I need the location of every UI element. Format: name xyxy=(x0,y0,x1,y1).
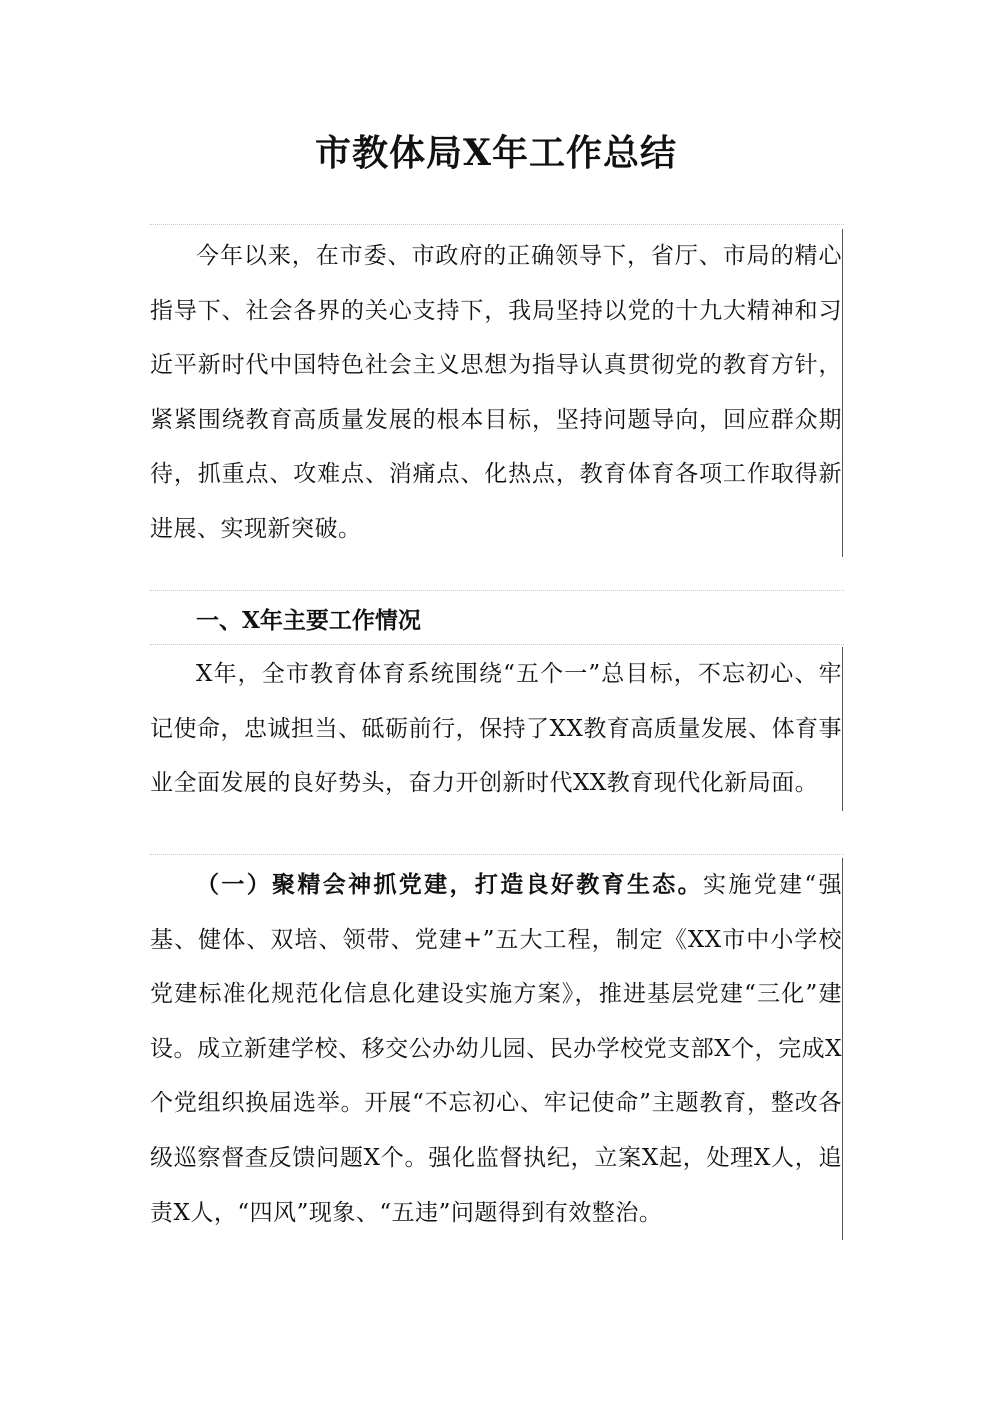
document-title: 市教体局X年工作总结 xyxy=(315,132,677,174)
intro-paragraph: 今年以来，在市委、市政府的正确领导下，省厅、市局的精心指导下、社会各界的关心支持下，我局坚持以党的十九大精神和习近平新时代中国特色社会主义思想为指导认真贯彻党的教育方针，紧紧围绕教育高质量发展的根本目标，坚持问题导向，回应群众期待，抓重点、攻难点、消痛点、化热点，教育体育各项工作取得新进展、实现新突破。 xyxy=(150,243,842,542)
intro-block xyxy=(150,229,843,557)
divider xyxy=(150,224,844,225)
item1-block xyxy=(150,858,843,1240)
section1-paragraph: X年，全市教育体育系统围绕“五个一”总目标，不忘初心、牢记使命，忠诚担当、砥砺前行，保持了XX教育高质量发展、体育事业全面发展的良好势头，奋力开创新时代XX教育现代化新局面。 xyxy=(150,661,842,797)
item1-paragraph xyxy=(150,858,842,1240)
divider xyxy=(150,854,844,855)
item1-body: 实施党建“强基、健体、双培、领带、党建+”五大工程，制定《XX市中小学校党建标准化规范化信息化建设实施方案》，推进基层党建“三化”建设。成立新建学校、移交公办幼儿园、民办学校党支部X个，完成X个党组织换届选举。开展“不忘初心、牢记使命”主题教育，整改各级巡察督查反馈问题X个。强化监督执纪，立案X起，处理X人，追责X人，“四风”现象、“五违”问题得到有效整治。 xyxy=(150,872,843,1226)
item1-lead: （一）聚精会神抓党建，打造良好教育生态。 xyxy=(196,871,703,898)
section-heading: 一、X年主要工作情况 xyxy=(196,607,421,634)
divider xyxy=(150,644,844,645)
divider xyxy=(150,590,844,591)
section1-block xyxy=(150,647,843,811)
